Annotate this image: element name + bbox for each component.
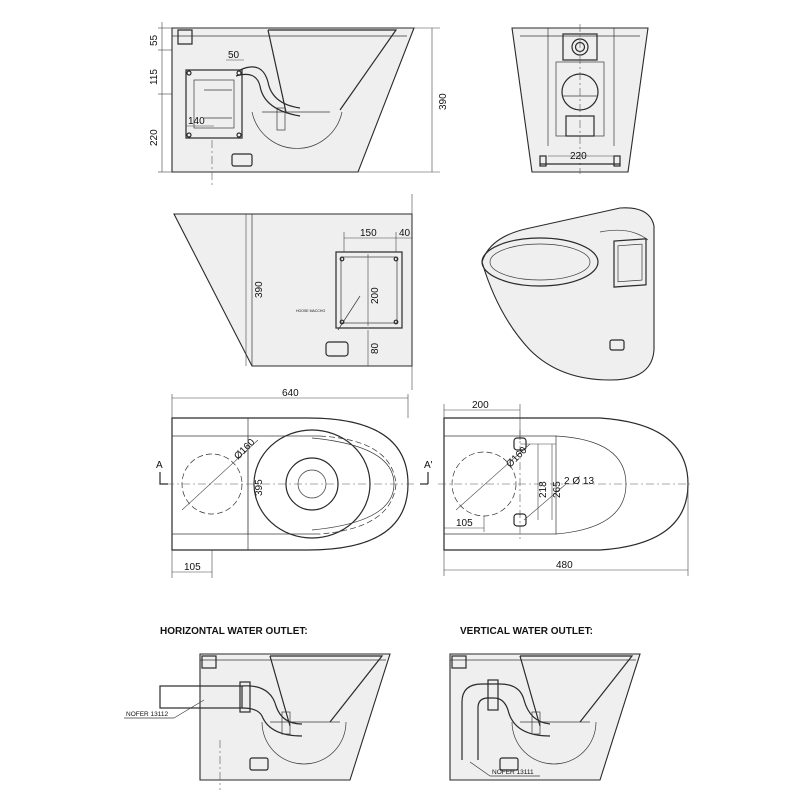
dim-plan2-480: 480 <box>556 560 573 571</box>
side-elevation-view <box>149 22 449 186</box>
horizontal-outlet-part: NOFER 13112 <box>126 711 169 718</box>
dim-plan-395: 395 <box>254 479 265 496</box>
dim-front-220: 220 <box>570 151 587 162</box>
vertical-outlet-title: VERTICAL WATER OUTLET: <box>460 626 593 637</box>
dim-side-115: 115 <box>149 69 160 85</box>
rear-elevation-view <box>174 194 412 390</box>
dim-side-390: 390 <box>438 93 449 110</box>
dim-plan-105: 105 <box>184 562 201 573</box>
dim-plan2-218: 218 <box>538 481 549 498</box>
dim-plan2-105: 105 <box>456 518 473 529</box>
rear-label: HOOSE MACCHO <box>296 309 326 313</box>
vertical-outlet-section <box>450 654 640 780</box>
dim-plan-640: 640 <box>282 388 299 399</box>
section-mark-a-prime: A' <box>424 460 433 471</box>
dim-rear-40: 40 <box>399 228 411 239</box>
section-mark-a: A <box>156 460 163 471</box>
dim-side-55: 55 <box>149 34 160 46</box>
perspective-view <box>482 208 654 380</box>
horizontal-outlet-title: HORIZONTAL WATER OUTLET: <box>160 626 308 637</box>
dim-plan2-d160: Ø160 <box>504 445 530 471</box>
dim-plan-d160: Ø160 <box>232 437 258 463</box>
plan-view-2 <box>438 400 690 576</box>
dim-rear-150: 150 <box>360 228 377 239</box>
vertical-outlet-part: NOFER 13111 <box>492 769 534 776</box>
dim-side-50: 50 <box>228 50 240 61</box>
dim-plan2-2d13: 2 Ø 13 <box>564 476 595 487</box>
front-elevation-view <box>512 24 648 174</box>
dim-rear-200: 200 <box>370 287 381 304</box>
dim-side-140: 140 <box>188 116 205 127</box>
dim-plan2-265: 265 <box>552 481 563 498</box>
dim-side-220: 220 <box>149 129 160 146</box>
dim-rear-390: 390 <box>254 281 265 298</box>
dim-rear-80: 80 <box>370 342 381 354</box>
plan-view-1 <box>156 388 433 578</box>
dim-plan2-200: 200 <box>472 400 489 411</box>
horizontal-outlet-section <box>124 654 390 790</box>
